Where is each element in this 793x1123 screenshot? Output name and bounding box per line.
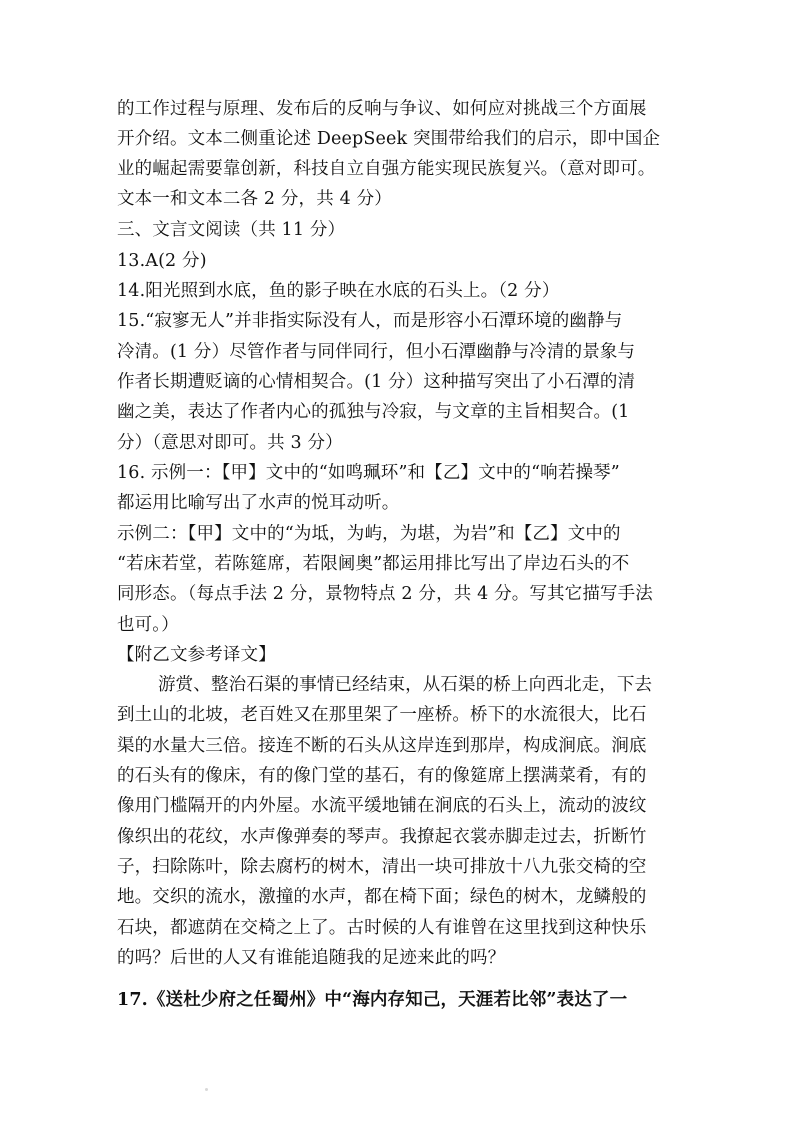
text-line: 业的崛起需要靠创新，科技自立自强方能实现民族复兴。（意对即可。 xyxy=(117,159,656,179)
text-line: 地。交织的流水，激撞的水声，都在椅下面；绿色的树木，龙鳞般的 xyxy=(117,887,647,907)
text-line: 都运用比喻写出了水声的悦耳动听。 xyxy=(117,493,400,513)
answer-15: 15.“寂寥无人”并非指实际没有人，而是形容小石潭环境的幽静与 xyxy=(117,311,623,331)
translation-paragraph: 游赏、整治石渠的事情已经结束，从石渠的桥上向西北走，下去 xyxy=(158,675,653,695)
text-line: 石块，都遮荫在交椅之上了。古时候的人有谁曾在这里找到这种快乐 xyxy=(117,918,647,938)
text-line: 开介绍。文本二侧重论述 DeepSeek 突围带给我们的启示，即中国企 xyxy=(117,129,661,149)
answer-16: 16. 示例一：【甲】文中的“如鸣珮环”和【乙】文中的“响若操琴” xyxy=(117,463,620,483)
text-line: 示例二：【甲】文中的“为坻，为屿，为堪，为岩”和【乙】文中的 xyxy=(117,524,621,544)
text-line: 分）（意思对即可。共 3 分） xyxy=(117,433,343,453)
text-line: 的石头有的像床，有的像门堂的基石，有的像筵席上摆满菜肴，有的 xyxy=(117,766,647,786)
answer-14: 14.阳光照到水底，鱼的影子映在水底的石头上。（2 分） xyxy=(117,281,560,301)
text-line: 像织出的花纹，水声像弹奏的琴声。我撩起衣裳赤脚走过去，折断竹 xyxy=(117,827,647,847)
text-line: 的吗？后世的人又有谁能追随我的足迹来此的吗？ xyxy=(117,948,506,968)
text-line: 同形态。（每点手法 2 分，景物特点 2 分，共 4 分。写其它描写手法 xyxy=(117,584,653,604)
scan-speck xyxy=(205,1088,208,1091)
translation-heading: 【附乙文参考译文】 xyxy=(117,645,276,665)
text-line: 渠的水量大三倍。接连不断的石头从这岸连到那岸，构成涧底。涧底 xyxy=(117,736,647,756)
text-line: 子，扫除陈叶，除去腐朽的树木，清出一块可排放十八九张交椅的空 xyxy=(117,857,647,877)
text-line: 像用门槛隔开的内外屋。水流平缓地铺在涧底的石头上，流动的波纹 xyxy=(117,796,647,816)
text-line: 的工作过程与原理、发布后的反响与争议、如何应对挑战三个方面展 xyxy=(117,99,647,119)
text-line: 也可。） xyxy=(117,615,179,635)
text-line: 文本一和文本二各 2 分，共 4 分） xyxy=(117,189,392,209)
text-line: 幽之美，表达了作者内心的孤独与冷寂，与文章的主旨相契合。(1 xyxy=(117,402,630,422)
text-line: 到土山的北坡，老百姓又在那里架了一座桥。桥下的水流很大，比石 xyxy=(117,705,647,725)
answer-13: 13.A(2 分) xyxy=(117,251,207,271)
text-line: 作者长期遭贬谪的心情相契合。(1 分）这种描写突出了小石潭的清 xyxy=(117,372,636,392)
section-heading: 三、文言文阅读（共 11 分） xyxy=(117,220,346,240)
question-17: 17.《送杜少府之任蜀州》中“海内存知己，天涯若比邻”表达了一 xyxy=(117,990,628,1010)
text-line: 冷清。(1 分）尽管作者与同伴同行，但小石潭幽静与冷清的景象与 xyxy=(117,342,636,362)
text-line: “若床若堂，若陈筵席，若限阃奥”都运用排比写出了岸边石头的不 xyxy=(117,554,630,574)
